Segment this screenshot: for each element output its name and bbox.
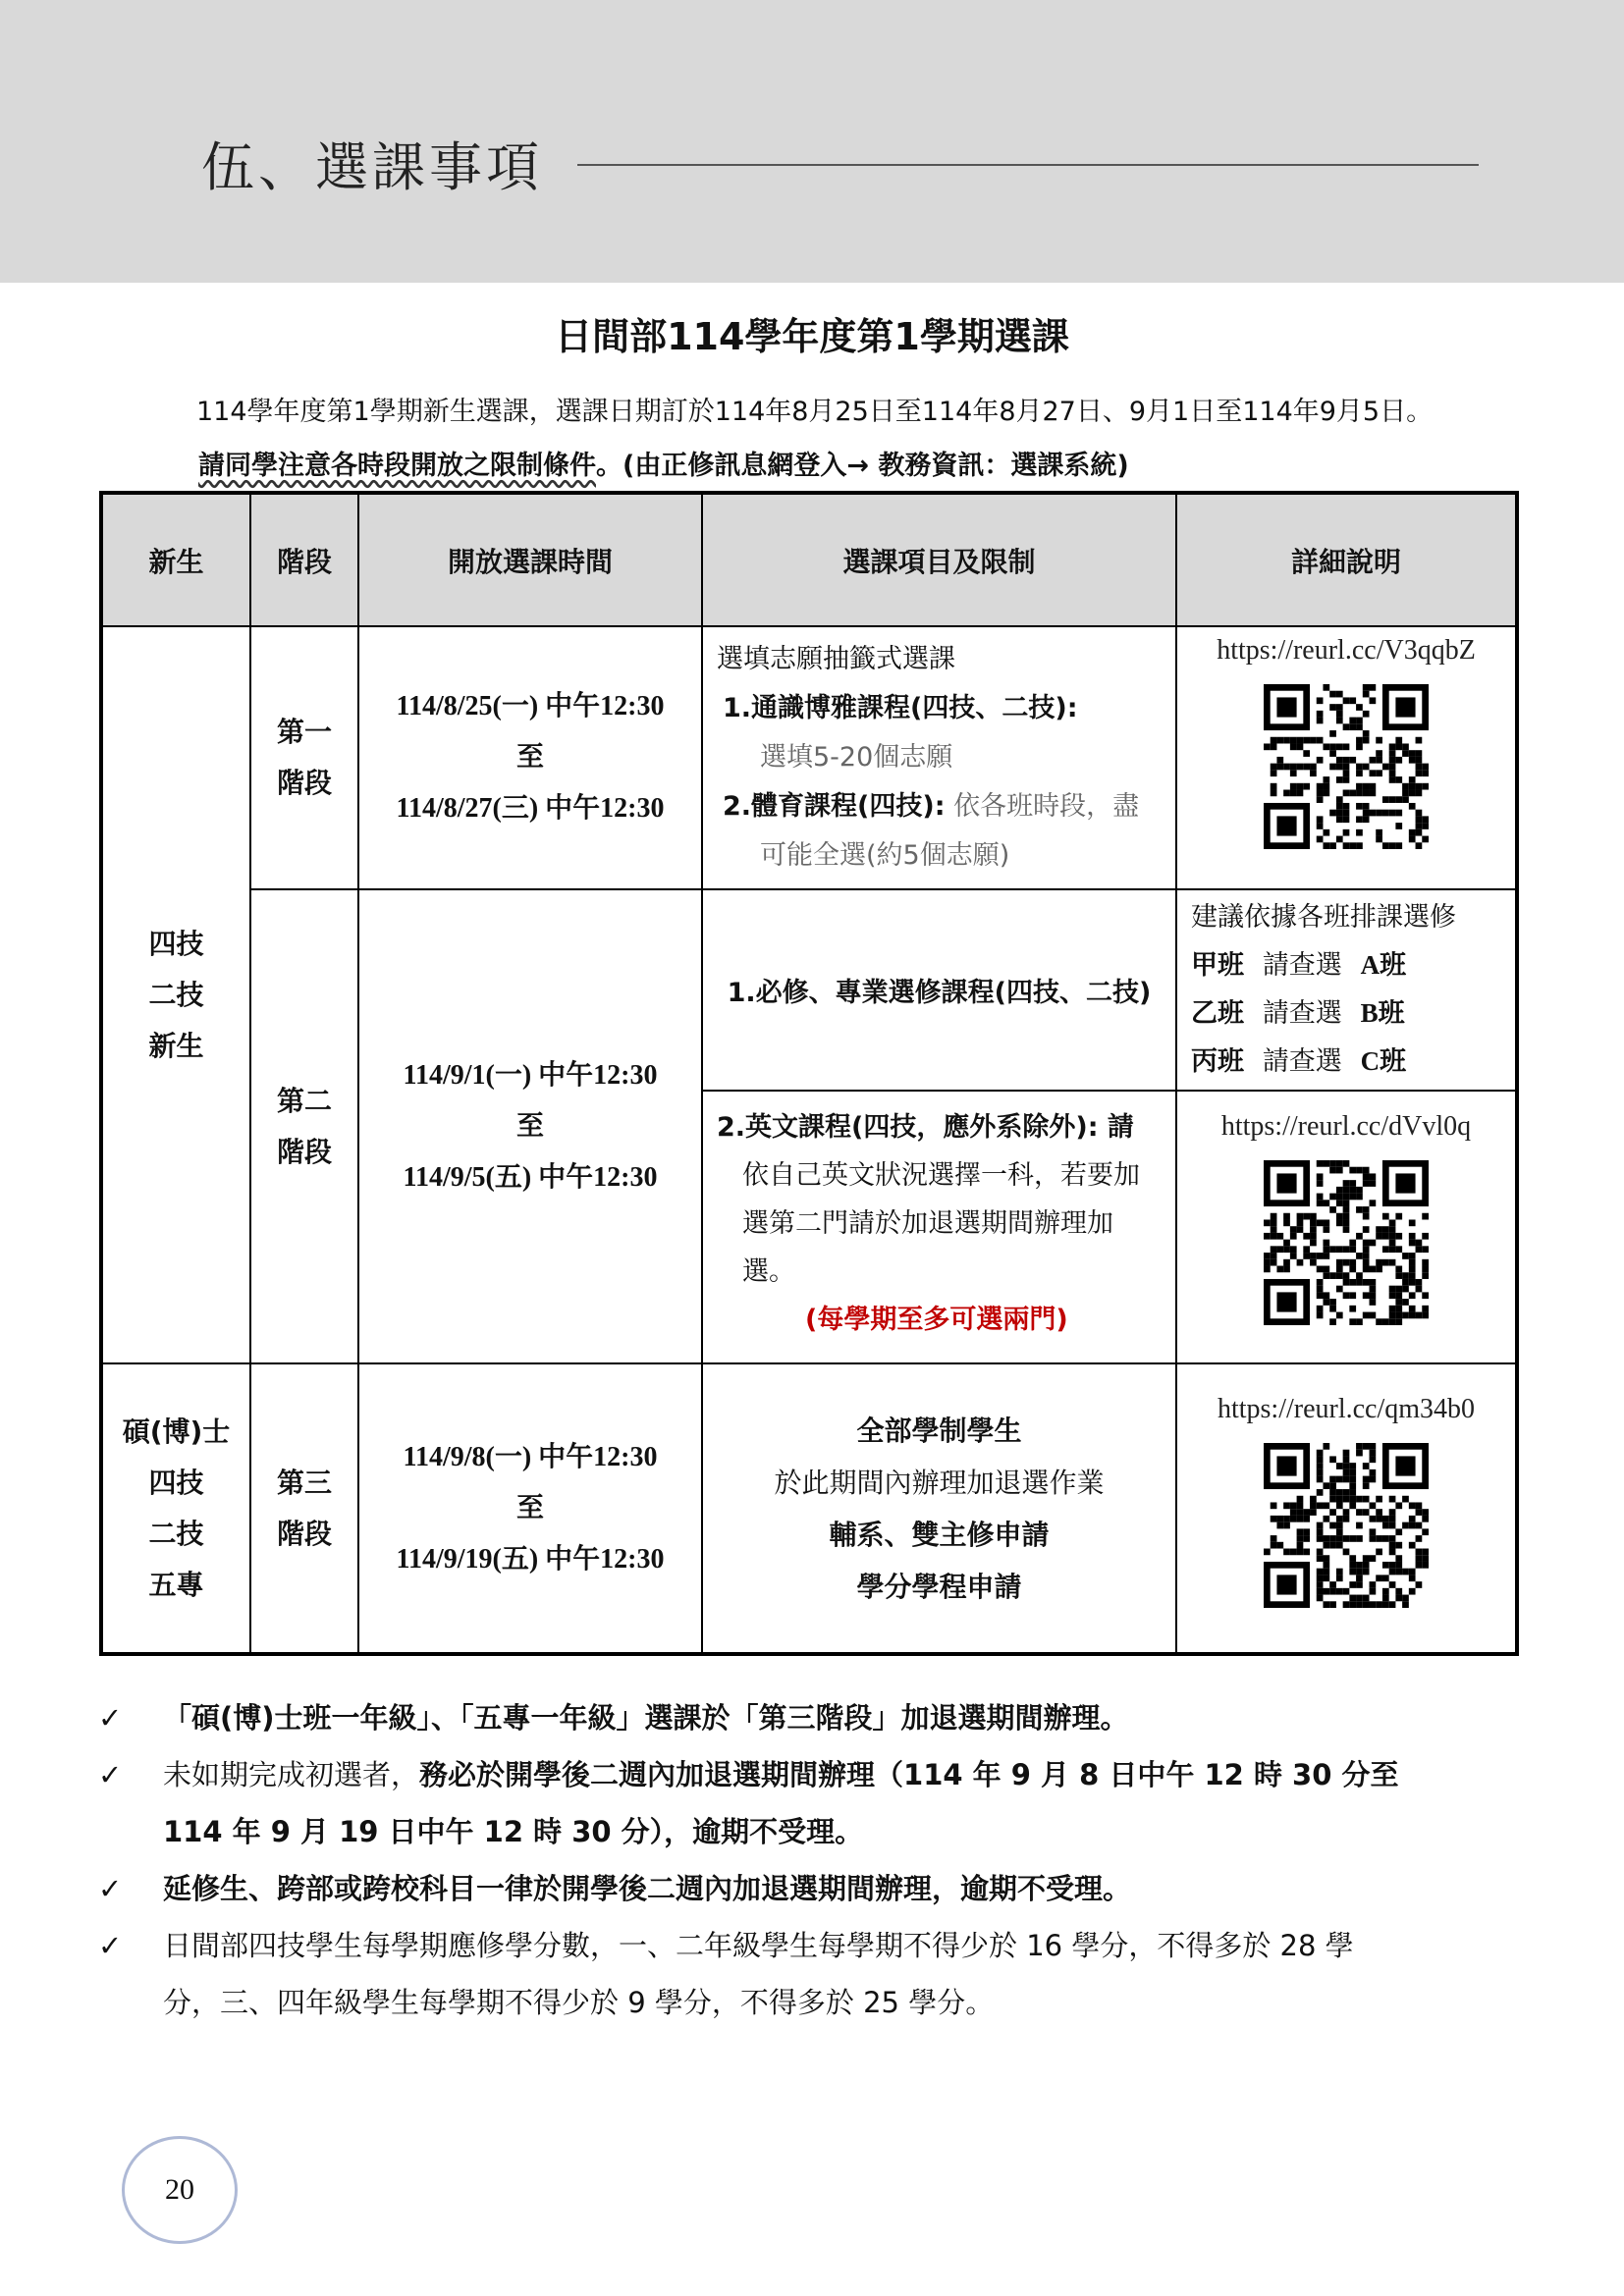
header-items: 選課項目及限制	[702, 493, 1176, 626]
intro-line-2	[198, 444, 1129, 482]
header-open-time: 開放選課時間	[358, 493, 702, 626]
stage3-label-line: 第三	[276, 1466, 332, 1499]
stage3-items	[702, 1363, 1176, 1654]
stage3-line: 輔系、雙主修申請	[829, 1518, 1050, 1551]
stage2-date-to: 至	[515, 1110, 544, 1142]
stage3-date-end: 114/9/19(五) 中午12:30	[396, 1543, 665, 1575]
header-students: 新生	[101, 493, 250, 626]
note-4	[98, 1924, 1354, 1964]
stage3-line: 於此期間內辦理加退選作業	[774, 1466, 1105, 1499]
stage1-label-line: 階段	[276, 767, 332, 799]
note-1	[98, 1696, 1129, 1736]
note-2-text-a: 未如期完成初選者，	[163, 1758, 420, 1791]
check-icon: ✓	[98, 1701, 123, 1735]
class-note: 請查選	[1262, 950, 1342, 981]
note-2-text-b: 務必於開學後二週內加退選期間辦理（114 年 9 月 8 日中午 12 時 30 分至	[419, 1758, 1399, 1791]
group1-line: 新生	[148, 1029, 204, 1062]
group3-line: 四技	[148, 1466, 204, 1499]
check-icon: ✓	[98, 1758, 123, 1791]
stage1-qr-code[interactable]	[1264, 684, 1429, 849]
header-rule	[577, 164, 1479, 166]
schedule-table	[99, 491, 1519, 1656]
stage1-heading: 選填志願抽籤式選課	[717, 644, 955, 674]
table-header-row	[101, 493, 1517, 626]
class-code: C班	[1360, 1046, 1407, 1076]
table-row-stage1	[101, 626, 1517, 889]
group1-line: 四技	[148, 927, 204, 960]
stage2-class-list	[1176, 889, 1517, 1091]
stage2-dates	[358, 889, 702, 1363]
stage2-item-a: 1.必修、專業選修課程(四技、二技)	[702, 889, 1176, 1091]
intro-rest: 。(由正修訊息網登入→ 教務資訊：選課系統)	[596, 451, 1129, 481]
stage3-label	[250, 1363, 358, 1654]
table-row-stage3	[101, 1363, 1517, 1654]
stage2-qr-code[interactable]	[1264, 1160, 1429, 1325]
class-note: 請查選	[1262, 1046, 1342, 1077]
stage3-date-start: 114/9/8(一) 中午12:30	[403, 1441, 658, 1472]
note-4-text: 日間部四技學生每學期應修學分數，一、二年級學生每學期不得少於 16 學分，不得多於 28 學	[163, 1929, 1354, 1962]
stage1-item1: 1.通識博雅課程(四技、二技):	[723, 693, 1078, 723]
stage1-date-start: 114/8/25(一) 中午12:30	[396, 691, 665, 721]
note-2	[98, 1753, 1399, 1793]
stage1-dates	[358, 626, 702, 889]
class-name: 丙班	[1191, 1046, 1244, 1077]
stage2-item-b-line: 選第二門請於加退選期間辦理加	[742, 1208, 1113, 1239]
stage2-detail	[1176, 1091, 1517, 1363]
note-3-text: 延修生、跨部或跨校科目一律於開學後二週內加退選期間辦理，逾期不受理。	[163, 1872, 1132, 1905]
class-note: 請查選	[1262, 998, 1342, 1029]
intro-underlined: 請同學注意各時段開放之限制條件	[198, 451, 596, 481]
class-code: B班	[1360, 998, 1405, 1028]
stage1-date-end: 114/8/27(三) 中午12:30	[396, 793, 665, 824]
stage1-item2-b: 依各班時段，盡	[953, 791, 1140, 822]
table-row-stage2a	[101, 889, 1517, 1091]
stage3-label-line: 階段	[276, 1517, 332, 1550]
stage3-dates	[358, 1363, 702, 1654]
note-2-cont: 114 年 9 月 19 日中午 12 時 30 分），逾期不受理。	[163, 1815, 864, 1848]
stage2-item-b-note: (每學期至多可選兩門)	[805, 1305, 1068, 1335]
group3-students	[101, 1363, 250, 1654]
stage1-detail	[1176, 626, 1517, 889]
stage1-item1-sub: 選填5-20個志願	[760, 742, 953, 773]
stage1-items	[702, 626, 1176, 889]
stage2-date-end: 114/9/5(五) 中午12:30	[403, 1161, 658, 1193]
stage1-url[interactable]: https://reurl.cc/V3qqbZ	[1217, 635, 1476, 666]
class-row	[1191, 989, 1501, 1038]
class-row	[1191, 1038, 1501, 1086]
stage1-item2-a: 2.體育課程(四技):	[723, 791, 946, 822]
stage2-label	[250, 889, 358, 1363]
check-icon: ✓	[98, 1872, 123, 1905]
group1-students	[101, 626, 250, 1363]
class-name: 乙班	[1191, 998, 1244, 1029]
stage3-line: 全部學制學生	[856, 1414, 1022, 1447]
stage3-detail	[1176, 1363, 1517, 1654]
note-4-cont: 分，三、四年級學生每學期不得少於 9 學分，不得多於 25 學分。	[163, 1986, 995, 2019]
classes-heading: 建議依據各班排課選修	[1191, 902, 1456, 933]
note-3	[98, 1867, 1131, 1907]
header-stage: 階段	[250, 493, 358, 626]
stage1-label-line: 第一	[276, 716, 332, 748]
group1-line: 二技	[148, 978, 204, 1011]
stage1-item2	[717, 782, 1162, 831]
stage3-date-to: 至	[515, 1492, 544, 1523]
header-details: 詳細說明	[1176, 493, 1517, 626]
stage2-item-b-line: 依自己英文狀況選擇一科，若要加	[742, 1160, 1140, 1191]
group3-line: 二技	[148, 1517, 204, 1550]
stage2-label-line: 第二	[276, 1084, 332, 1117]
note-1-text: 「碩(博)士班一年級」、「五專一年級」選課於「第三階段」加退選期間辦理。	[163, 1701, 1129, 1735]
stage2-label-line: 階段	[276, 1135, 332, 1168]
group3-line: 五專	[148, 1568, 204, 1601]
stage2-date-start: 114/9/1(一) 中午12:30	[403, 1059, 658, 1091]
stage2-item-b	[702, 1091, 1176, 1363]
doc-title: 日間部114學年度第1學期選課	[555, 315, 1069, 358]
class-name: 甲班	[1191, 950, 1244, 981]
group3-line: 碩(博)士	[122, 1415, 231, 1448]
stage2-item-b-line: 2.英文課程(四技，應外系除外): 請	[717, 1112, 1134, 1143]
stage1-item2-c: 可能全選(約5個志願)	[760, 840, 1010, 871]
intro-line-1: 114學年度第1學期新生選課，選課日期訂於114年8月25日至114年8月27日、9月1日至114年9月5日。	[196, 397, 1434, 427]
stage1-date-to: 至	[515, 742, 544, 773]
stage3-url[interactable]: https://reurl.cc/qm34b0	[1217, 1394, 1476, 1424]
class-code: A班	[1360, 950, 1407, 980]
stage2-item-b-line: 選。	[742, 1256, 795, 1287]
stage2-url[interactable]: https://reurl.cc/dVvl0q	[1220, 1111, 1472, 1142]
stage3-qr-code[interactable]	[1264, 1443, 1429, 1608]
check-icon: ✓	[98, 1929, 123, 1962]
stage1-label	[250, 626, 358, 889]
page-number: 20	[122, 2136, 238, 2244]
chapter-title: 伍、選課事項	[201, 136, 543, 198]
class-row	[1191, 941, 1501, 989]
stage3-line: 學分學程申請	[856, 1570, 1022, 1603]
